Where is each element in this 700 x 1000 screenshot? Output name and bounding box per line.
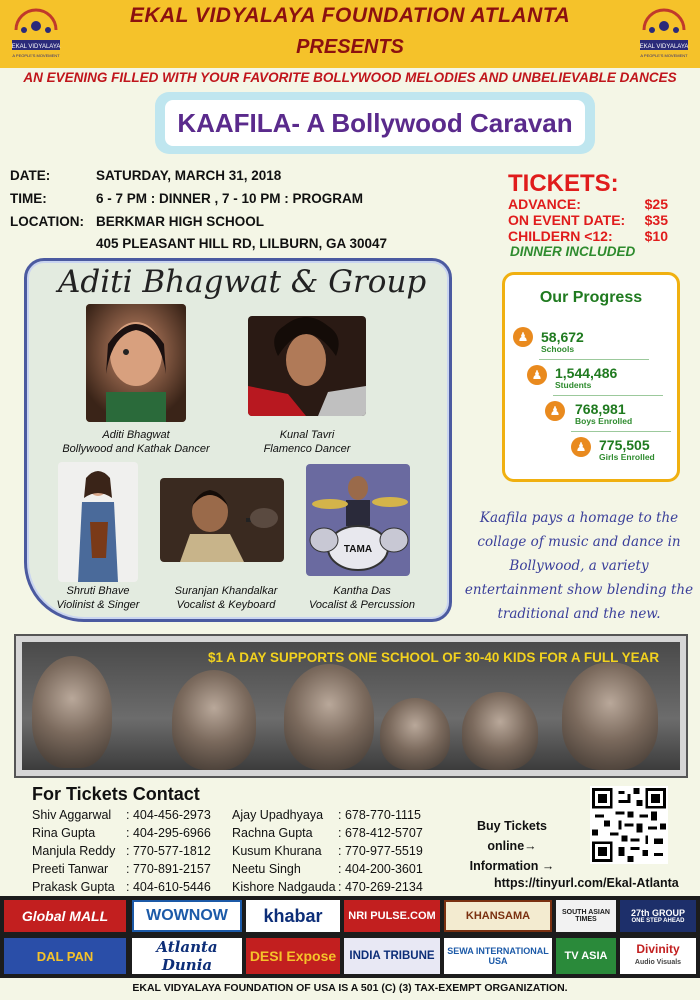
sponsor-27th-group[interactable] xyxy=(620,900,696,932)
buy-tickets-info[interactable] xyxy=(452,816,572,876)
performer-name: Kantha Das xyxy=(333,585,391,597)
event-description: Kaafila pays a homage to the collage of music and dance in Bollywood, a variety entertainment show blending the traditional and the new. xyxy=(464,510,694,622)
ticket-label: ON EVENT DATE: xyxy=(508,212,626,228)
stat-boys xyxy=(575,401,632,426)
contact-phone: : 404-610-5446 xyxy=(126,880,211,894)
date-value: SATURDAY, MARCH 31, 2018 xyxy=(96,168,282,183)
header-title: EKAL VIDYALAYA FOUNDATION ATLANTA xyxy=(129,4,571,27)
girl-icon: ♟ xyxy=(571,437,591,457)
event-title: KAAFILA- A Bollywood Caravan xyxy=(177,107,573,138)
performer-name: Shruti Bhave xyxy=(66,585,130,597)
stat-label: Girls Enrolled xyxy=(599,452,655,462)
sponsor-wownow[interactable]: WOWNOW xyxy=(132,900,242,932)
date-label: DATE: xyxy=(10,168,51,183)
sponsor-divinity-tagline: Audio Visuals xyxy=(634,959,682,966)
sponsor-desi-expose[interactable]: DESI Expose xyxy=(246,938,340,974)
sponsor-nri-pulse[interactable]: NRI PULSE.COM xyxy=(344,900,440,932)
contact-phone: : 770-977-5519 xyxy=(338,844,423,858)
photo-suranjan-khandalkar xyxy=(160,478,284,562)
sponsor-india-tribune[interactable]: INDIA TRIBUNE xyxy=(344,938,440,974)
photo-kantha-das xyxy=(306,464,410,576)
progress-title: Our Progress xyxy=(539,289,643,306)
contact-name: Ajay Upadhyaya xyxy=(232,808,324,822)
tickets-url-link[interactable]: https://tinyurl.com/Ekal-Atlanta xyxy=(494,876,679,890)
ticket-label: CHILDERN <12: xyxy=(508,228,613,244)
performer-role: Flamenco Dancer xyxy=(263,443,351,455)
divider xyxy=(553,395,663,396)
contact-phone: : 678-412-5707 xyxy=(338,826,423,840)
students-icon: ♟ xyxy=(527,365,547,385)
divider xyxy=(571,431,671,432)
contact-phone: : 770-577-1812 xyxy=(126,844,211,858)
ticket-row-children xyxy=(508,228,668,244)
sponsor-27th-group-tagline: ONE STEP AHEAD xyxy=(631,918,685,924)
kid-figure xyxy=(462,692,538,770)
performer-name: Kunal Tavri xyxy=(279,429,335,441)
performer-role: Bollywood and Kathak Dancer xyxy=(62,443,210,455)
contact-name: Manjula Reddy xyxy=(32,844,116,858)
contact-name: Prakask Gupta xyxy=(32,880,115,894)
information-link[interactable]: Information → xyxy=(469,859,555,873)
kid-figure xyxy=(32,656,112,768)
contact-phone: : 404-456-2973 xyxy=(126,808,211,822)
ekal-logo-right xyxy=(636,4,692,60)
performer-role: Vocalist & Percussion xyxy=(309,599,415,611)
school-icon: ♟ xyxy=(513,327,533,347)
contact-phone: : 770-891-2157 xyxy=(126,862,211,876)
photo-kunal-tavri xyxy=(248,316,366,416)
kid-figure xyxy=(562,662,658,770)
contact-phone: : 470-269-2134 xyxy=(338,880,423,894)
contact-phone: : 404-295-6966 xyxy=(126,826,211,840)
sponsor-27th-group-name: 27th GROUP xyxy=(630,908,685,918)
stat-label: Schools xyxy=(541,344,575,354)
ekal-logo-left xyxy=(8,4,64,60)
contact-name: Preeti Tanwar xyxy=(32,862,109,876)
stat-girls xyxy=(599,437,655,462)
location-label: LOCATION: xyxy=(10,214,84,229)
kid-figure xyxy=(284,664,374,770)
contact-phone: : 404-200-3601 xyxy=(338,862,423,876)
caption-aditi xyxy=(52,428,220,456)
photo-shruti-bhave xyxy=(58,462,138,582)
banner-text: $1 A DAY SUPPORTS ONE SCHOOL OF 30-40 KIDS FOR A FULL YEAR xyxy=(208,650,660,665)
location-line1: BERKMAR HIGH SCHOOL xyxy=(96,214,264,229)
ticket-row-event-date xyxy=(508,212,668,228)
sponsor-tv-asia[interactable]: TV ASIA xyxy=(556,938,616,974)
kid-figure xyxy=(172,670,256,770)
stat-value: 775,505 xyxy=(599,437,650,453)
contact-name: Neetu Singh xyxy=(232,862,301,876)
sponsor-south-asian-times[interactable]: SOUTH ASIAN TIMES xyxy=(556,900,616,932)
logo-right-text: EKAL VIDYALAYA xyxy=(639,44,689,50)
header-bar xyxy=(0,0,700,68)
caption-kunal xyxy=(222,428,392,456)
sponsor-global-mall[interactable]: Global MALL xyxy=(4,900,126,932)
sponsor-divinity-name: Divinity xyxy=(636,942,680,956)
kid-figure xyxy=(380,698,450,770)
contact-name: Shiv Aggarwal xyxy=(32,808,112,822)
stat-value: 1,544,486 xyxy=(555,365,618,381)
photo-aditi-bhagwat xyxy=(86,304,186,422)
performers-group-title: Aditi Bhagwat & Group xyxy=(58,264,427,300)
sponsor-divinity[interactable] xyxy=(620,938,696,974)
sponsor-dal-pan[interactable]: DAL PAN xyxy=(4,938,126,974)
buy-tickets-link[interactable]: Buy Tickets online→ xyxy=(477,819,547,853)
stat-schools xyxy=(541,329,584,354)
footer-note: EKAL VIDYALAYA FOUNDATION OF USA IS A 501 (C) (3) TAX-EXEMPT ORGANIZATION. xyxy=(132,982,568,994)
performer-name: Suranjan Khandalkar xyxy=(174,585,278,597)
contact-name: Rachna Gupta xyxy=(232,826,313,840)
performer-role: Violinist & Singer xyxy=(56,599,140,611)
stat-students xyxy=(555,365,617,390)
contacts-heading: For Tickets Contact xyxy=(32,784,200,804)
logo-left-text: EKAL VIDYALAYA xyxy=(11,44,61,50)
stat-value: 58,672 xyxy=(541,329,584,345)
progress-panel xyxy=(502,272,680,482)
stat-label: Boys Enrolled xyxy=(575,416,633,426)
performer-name: Aditi Bhagwat xyxy=(102,429,170,441)
time-value: 6 - 7 PM : DINNER , 7 - 10 PM : PROGRAM xyxy=(96,191,364,206)
sponsor-strip xyxy=(0,896,700,978)
ticket-price: $35 xyxy=(644,212,668,228)
qr-code[interactable] xyxy=(590,786,668,864)
stat-label: Students xyxy=(555,380,592,390)
dinner-note: DINNER INCLUDED xyxy=(510,244,636,259)
sponsor-khabar[interactable]: khabar xyxy=(246,900,340,932)
header-subtitle: PRESENTS xyxy=(296,36,404,58)
location-line2: 405 PLEASANT HILL RD, LILBURN, GA 30047 xyxy=(96,236,388,251)
performer-role: Vocalist & Keyboard xyxy=(176,599,276,611)
ticket-price: $25 xyxy=(644,196,668,212)
boy-icon: ♟ xyxy=(545,401,565,421)
event-title-frame xyxy=(155,92,595,154)
sponsor-atlanta-dunia[interactable]: Atlanta Dunia xyxy=(132,938,242,974)
contact-name: Kusum Khurana xyxy=(232,844,322,858)
logo-left-subtext: A PEOPLE'S MOVEMENT xyxy=(12,53,60,58)
stat-value: 768,981 xyxy=(575,401,626,417)
drum-brand-text: TAMA xyxy=(343,544,373,555)
contact-phone: : 678-770-1115 xyxy=(338,808,421,822)
caption-shruti xyxy=(34,584,162,612)
contact-name: Kishore Nadgauda xyxy=(232,880,336,894)
ticket-price: $10 xyxy=(644,228,668,244)
event-title-panel xyxy=(165,100,585,146)
time-label: TIME: xyxy=(10,191,47,206)
sponsor-sewa[interactable]: SEWA INTERNATIONAL USA xyxy=(444,938,552,974)
logo-right-subtext: A PEOPLE'S MOVEMENT xyxy=(640,53,688,58)
caption-kantha xyxy=(294,584,430,612)
ticket-label: ADVANCE: xyxy=(508,196,581,212)
divider xyxy=(539,359,649,360)
contact-name: Rina Gupta xyxy=(32,826,96,840)
ticket-row-advance xyxy=(508,196,668,212)
caption-suranjan xyxy=(152,584,300,612)
tagline: AN EVENING FILLED WITH YOUR FAVORITE BOLLYWOOD MELODIES AND UNBELIEVABLE DANCES xyxy=(23,70,677,85)
tickets-heading: TICKETS: xyxy=(508,170,619,197)
sponsor-khansama[interactable]: KHANSAMA xyxy=(444,900,552,932)
